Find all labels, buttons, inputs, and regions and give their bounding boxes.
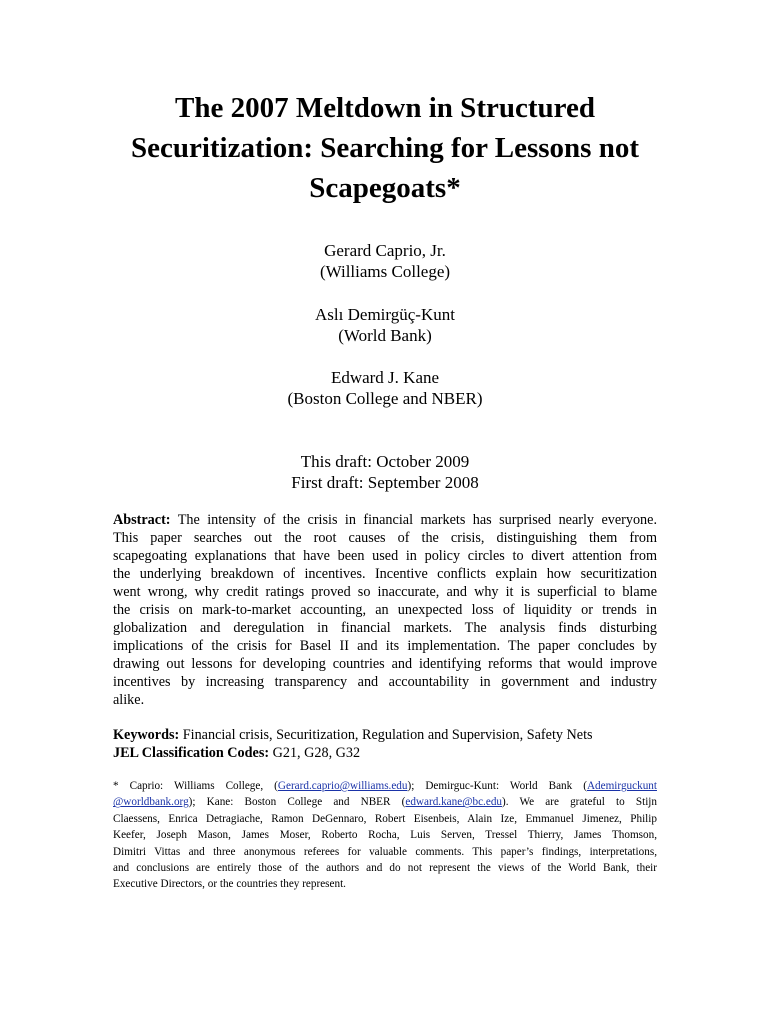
- abstract-line: went wrong, why credit ratings proved so inaccurate, and why it is superficial to blame: [113, 584, 657, 600]
- author-affiliation: (World Bank): [338, 326, 432, 345]
- author-affiliation: (Williams College): [319, 262, 451, 281]
- abstract-line: drawing out lessons for developing countries and identifying reforms that would improve: [113, 656, 657, 672]
- demirguc-kunt-email-link[interactable]: Ademirguckunt: [586, 780, 657, 792]
- abstract-line: This paper searches out the root causes of the crisis, distinguishing them from: [113, 530, 657, 546]
- this-draft-date: This draft: October 2009: [300, 452, 470, 471]
- title-line-1: The 2007 Meltdown in Structured: [175, 92, 595, 124]
- abstract-line: incentives by increasing transparency and accountability in government and industry: [113, 674, 657, 690]
- keywords-label: Keywords:: [113, 727, 180, 743]
- abstract: [113, 511, 657, 709]
- first-draft-date: First draft: September 2008: [291, 473, 479, 492]
- jel-codes: G21, G28, G32: [269, 745, 361, 761]
- abstract-line: the underlying breakdown of incentives. Incentive conflicts explain how securitization: [113, 566, 657, 582]
- footnote-line: Claessens, Enrica Detragiache, Ramon DeGennaro, Robert Eisenbeis, Alain Ize, Emmanuel Jimenez, Philip: [113, 812, 657, 825]
- keywords-section: [113, 726, 673, 762]
- footnote: [113, 778, 657, 893]
- author-block-caprio: [85, 240, 685, 282]
- footnote-line: Dimitri Vittas and three anonymous referees for valuable comments. This paper’s findings, interpretations,: [113, 845, 657, 858]
- author-name: Edward J. Kane: [330, 368, 440, 387]
- author-block-demirguc-kunt: [85, 304, 685, 346]
- author-affiliation: (Boston College and NBER): [287, 389, 483, 408]
- caprio-email-link[interactable]: Gerard.caprio@williams.edu: [277, 780, 408, 792]
- abstract-line: implications of the crisis for Basel II and its implementation. The paper concludes by: [113, 638, 657, 654]
- paper-title: [60, 88, 710, 208]
- footnote-line: Keefer, Joseph Mason, James Moser, Roberto Rocha, Luis Serven, Tressel Thierry, James Thomson,: [113, 829, 657, 842]
- abstract-line: alike.: [113, 692, 145, 708]
- abstract-label: Abstract:: [113, 512, 171, 528]
- author-block-kane: [85, 367, 685, 409]
- jel-label: JEL Classification Codes:: [113, 745, 270, 761]
- abstract-line: scapegoating explanations that have been used in policy circles to divert attention from: [113, 548, 657, 564]
- jel-line: [113, 744, 673, 762]
- demirguc-kunt-email-link-cont[interactable]: @worldbank.org: [113, 796, 189, 809]
- draft-dates: [85, 451, 685, 493]
- kane-email-link[interactable]: edward.kane@bc.edu: [405, 796, 503, 809]
- abstract-line: globalization and deregulation in financial markets. The analysis finds disturbing: [113, 620, 657, 636]
- keywords-line: [113, 726, 673, 744]
- footnote-line: @worldbank.org); Kane: Boston College and NBER (edward.kane@bc.edu). We are grateful to Stijn: [113, 796, 658, 809]
- keywords-text: Financial crisis, Securitization, Regulation and Supervision, Safety Nets: [179, 727, 593, 743]
- abstract-line: Abstract: The intensity of the crisis in financial markets has surprised nearly everyone.: [113, 512, 657, 528]
- footnote-line: * Caprio: Williams College, (Gerard.caprio@williams.edu); Demirguc-Kunt: World Bank (Ademirguckunt: [113, 780, 657, 792]
- title-line-2: Securitization: Searching for Lessons not: [130, 132, 640, 164]
- author-name: Aslı Demirgüç-Kunt: [315, 305, 455, 324]
- footnote-line: and conclusions are entirely those of the authors and do not represent the views of the World Bank, their: [113, 861, 657, 874]
- footnote-line: Executive Directors, or the countries they represent.: [113, 878, 346, 891]
- abstract-line: the crisis on mark-to-market accounting, an unexpected loss of liquidity or trends in: [113, 602, 657, 618]
- title-line-3: Scapegoats*: [309, 172, 461, 204]
- author-name: Gerard Caprio, Jr.: [324, 241, 446, 260]
